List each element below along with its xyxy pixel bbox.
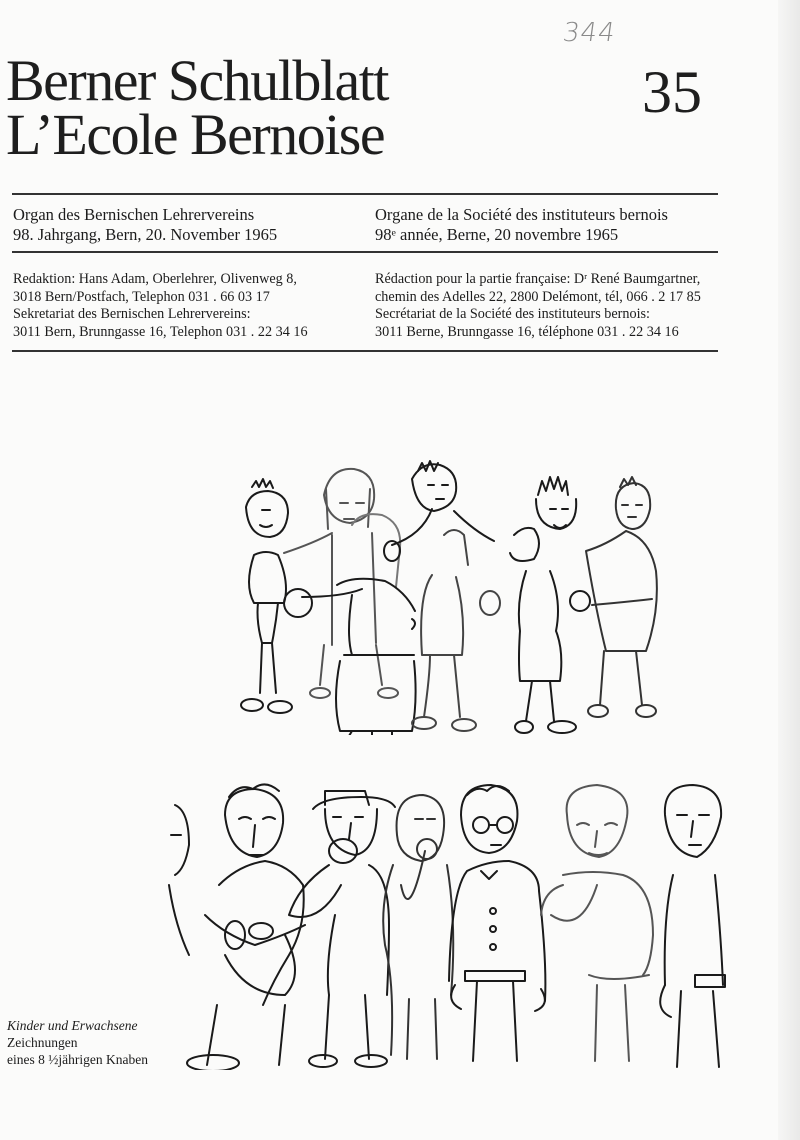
organ-info-german — [13, 205, 277, 245]
contact-line: chemin des Adelles 22, 2800 Delémont, tél, 066 . 2 17 85 — [375, 288, 701, 305]
adults-row-drawing — [165, 775, 730, 1070]
organ-line: Organ des Bernischen Lehrervereins — [13, 205, 255, 224]
date-line: 98. Jahrgang, Bern, 20. November 1965 — [13, 225, 278, 244]
masthead-title-german: Berner Schulblatt — [6, 48, 389, 113]
adult-figure — [289, 791, 395, 1067]
adult-figure — [383, 795, 453, 1059]
contact-line: Rédaction pour la partie française: $D^r$ René Baumgartner, — [375, 271, 701, 287]
caption-line: Zeichnungen — [7, 1035, 78, 1050]
children-circle-drawing — [232, 455, 662, 735]
contact-info-german — [13, 271, 308, 341]
organ-info-french — [375, 205, 668, 245]
masthead-title-french: L’Ecole Bernoise — [6, 102, 385, 167]
illustration-caption — [7, 1017, 148, 1068]
organ-line: Organe de la Société des instituteurs bernois — [375, 205, 668, 224]
adult-figure — [541, 785, 653, 1061]
child-figure — [412, 530, 500, 731]
child-figure — [586, 477, 657, 717]
child-figure — [284, 514, 416, 735]
contact-line: Sekretariat des Bernischen Lehrervereins: — [13, 306, 251, 322]
divider-rule — [12, 350, 718, 352]
contact-line: Redaktion: Hans Adam, Oberlehrer, Olivenweg 8, — [13, 271, 297, 287]
adult-figure — [449, 785, 545, 1061]
caption-line: eines 8 ½jährigen Knaben — [7, 1052, 148, 1067]
caption-title: Kinder und Erwachsene — [7, 1018, 138, 1033]
handwritten-page-number: 344 — [560, 18, 618, 48]
contact-line: 3011 Bern, Brunngasse 16, Telephon 031 . 22 34 16 — [13, 323, 308, 340]
adult-figure — [187, 784, 305, 1070]
adult-figure — [660, 785, 725, 1067]
contact-info-french — [375, 271, 701, 341]
divider-rule — [12, 193, 718, 195]
issue-number: 35 — [642, 59, 702, 125]
scan-edge-shadow — [778, 0, 800, 1140]
child-figure — [510, 477, 590, 733]
adult-figure — [169, 805, 189, 955]
child-figure — [241, 479, 292, 713]
divider-rule — [12, 251, 718, 253]
date-line: 98e année, Berne, 20 novembre 1965 — [375, 225, 619, 244]
contact-line: 3011 Berne, Brunngasse 16, téléphone 031 . 22 34 16 — [375, 323, 679, 340]
contact-line: Secrétariat de la Société des instituteurs bernois: — [375, 306, 650, 322]
contact-line: 3018 Bern/Postfach, Telephon 031 . 66 03 17 — [13, 288, 270, 305]
